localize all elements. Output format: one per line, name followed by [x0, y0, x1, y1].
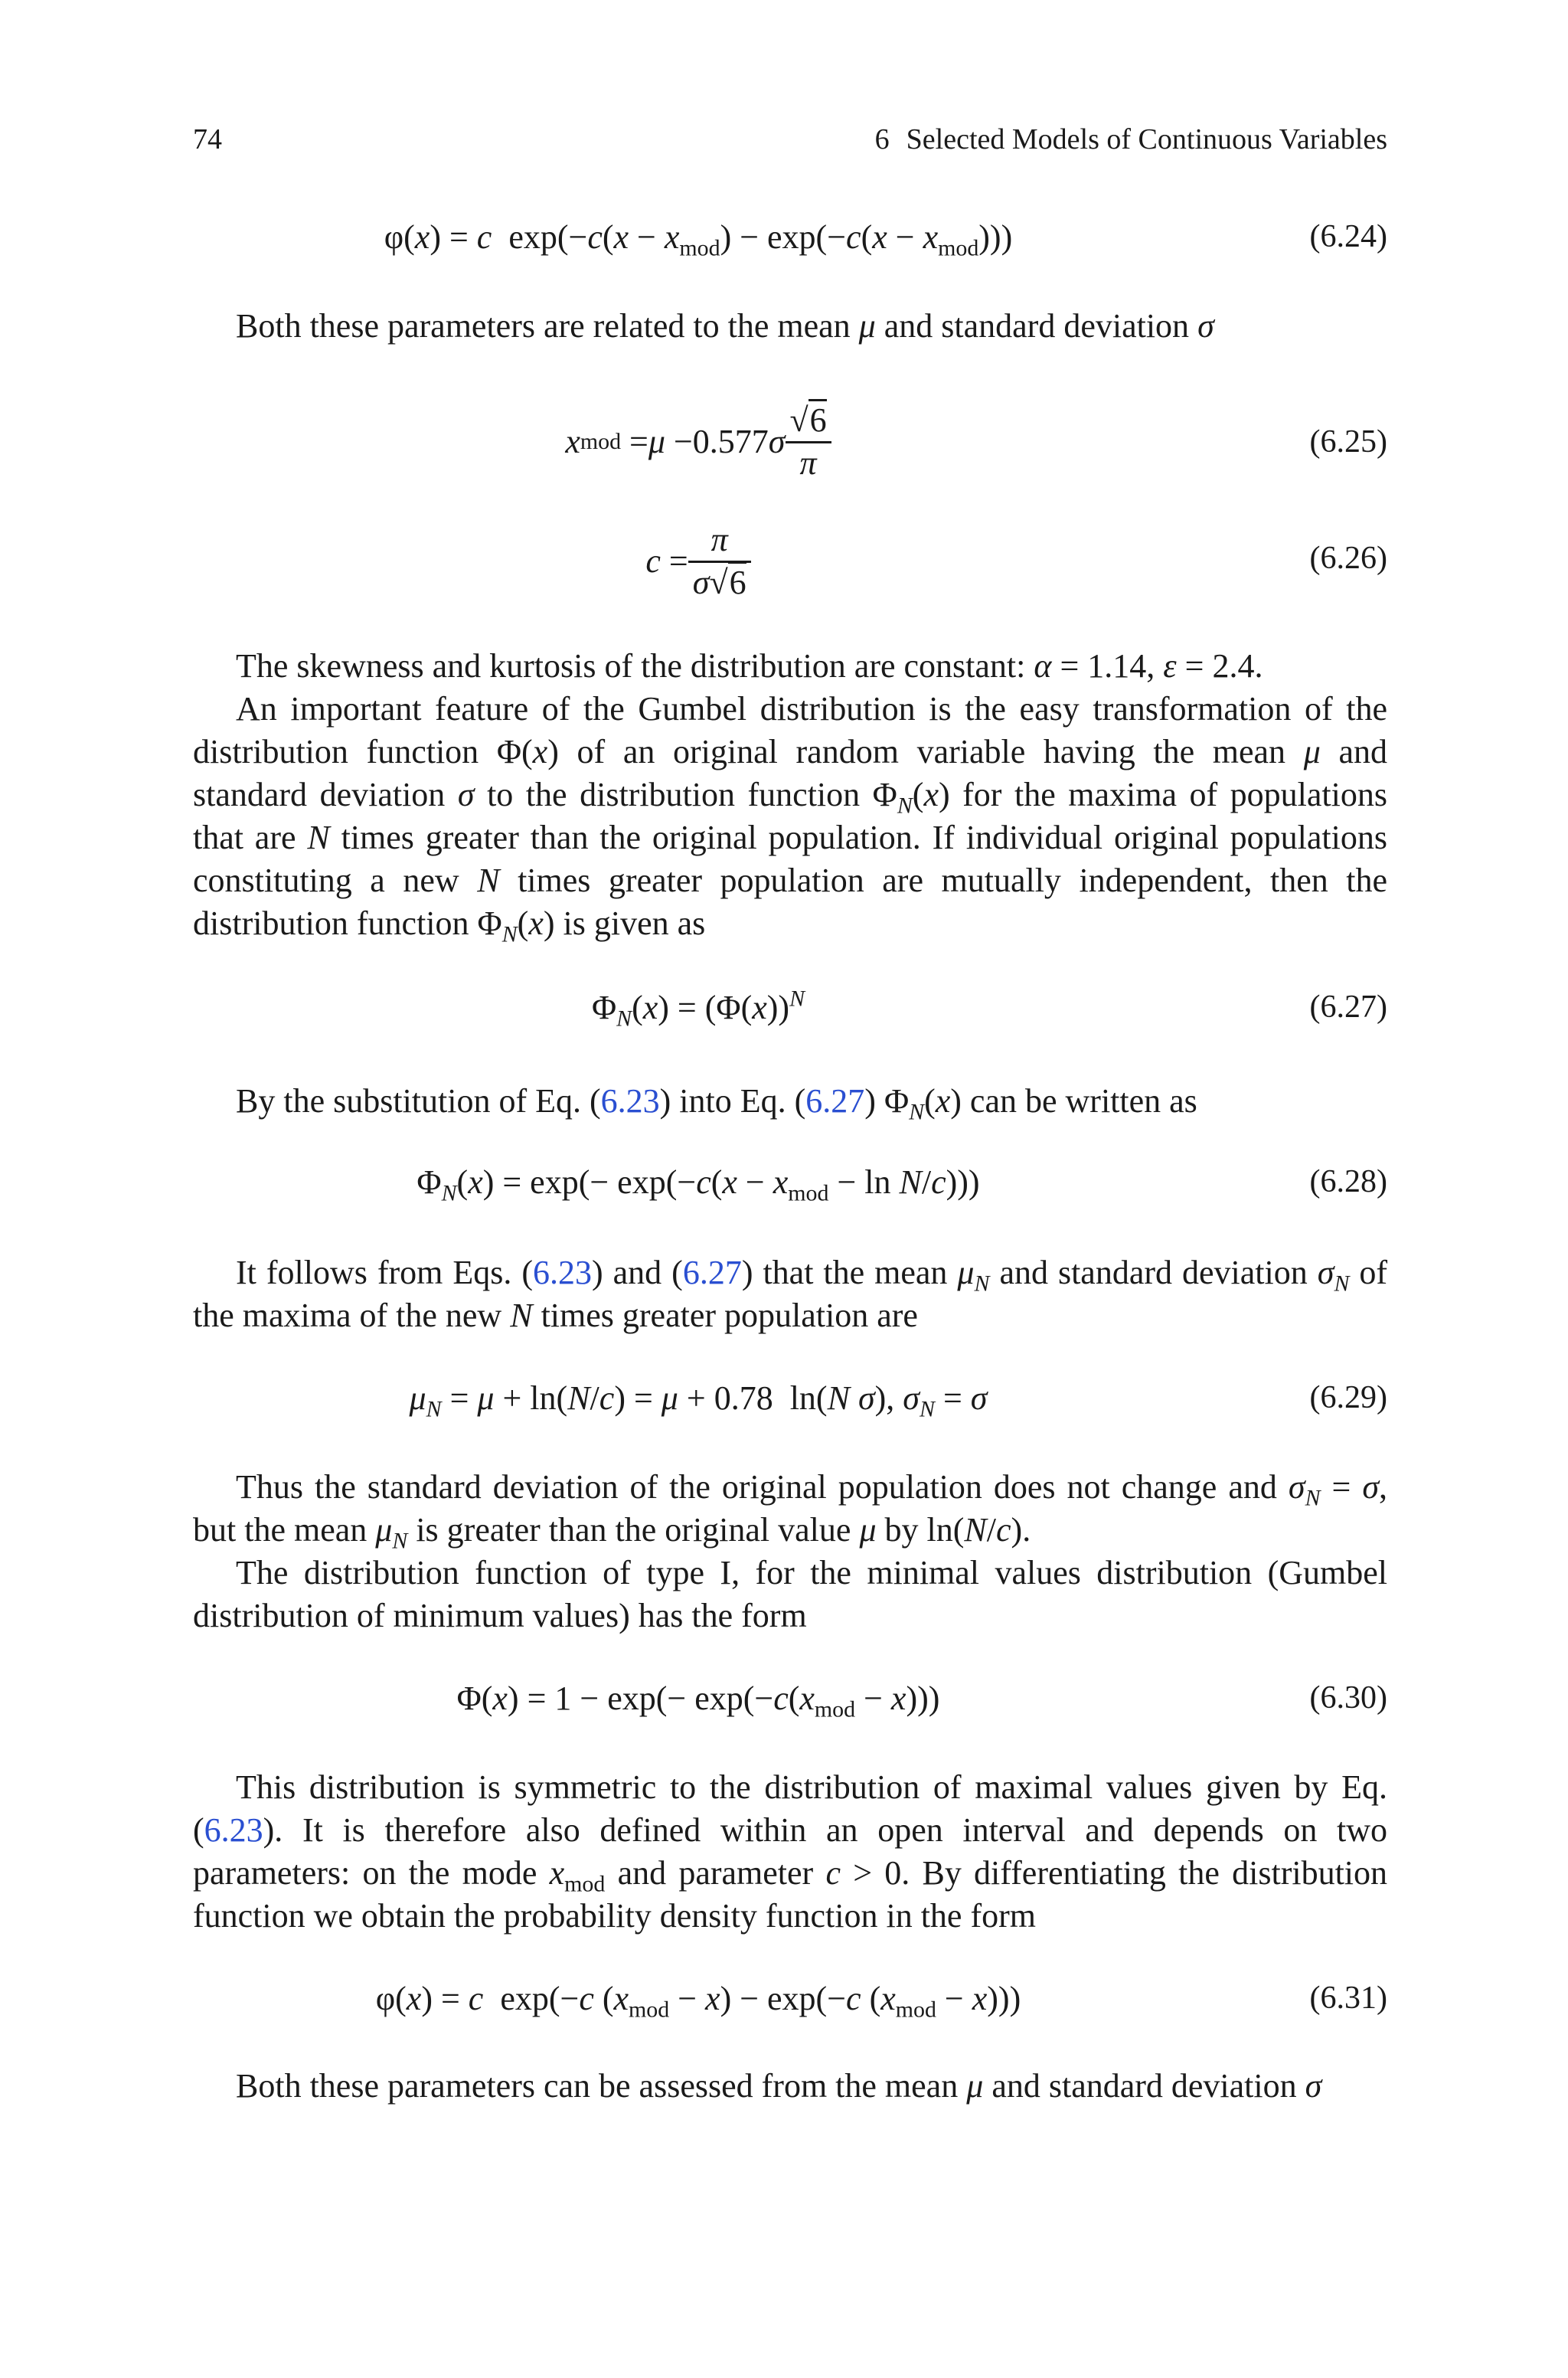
equation-6-25: [193, 392, 1387, 492]
equation-6-30: [193, 1679, 1387, 1725]
text-span: by ln(: [884, 1511, 965, 1549]
equation-coefficient: 0.78: [714, 1379, 773, 1417]
paragraph-2: The skewness and kurtosis of the distribution are constant: α = 1.14, ε = 2.4.: [236, 647, 1263, 685]
text-span: > 0. By differentiating the distribution function we obtain the probability density function in the form: [193, 1854, 1388, 1935]
equation-number: (6.24): [1309, 219, 1387, 254]
equation-6-26: [193, 512, 1387, 611]
text-span: An important feature of the Gumbel distribution is the easy transformation of the distribution function: [193, 690, 1387, 770]
text-span: The skewness and kurtosis of the distribution are constant:: [236, 647, 1026, 685]
text-span: ). It is therefore also defined within an open interval and depends on two parameters: on the mode: [193, 1811, 1387, 1892]
text-span: = 1.14,: [1060, 647, 1155, 685]
text-span: times greater than the original population. If individual original populations constituting a new: [193, 819, 1388, 899]
fraction: $\frac{\pi}{\sigma√6}$: [688, 520, 751, 603]
text-span: By the substitution of Eq. (: [236, 1082, 601, 1120]
equation-6-29: [193, 1379, 1387, 1425]
text-span: Both these parameters can be assessed from the mean: [236, 2067, 959, 2105]
paragraph-7: [193, 1552, 1387, 1637]
text-span: is given as: [563, 904, 706, 942]
equation-expression: $\mu_N = \mu + \ln(N/c) = \mu + 0.78$ ln(N σ), $\sigma_N = \sigma$: [409, 1379, 988, 1422]
paragraph-8: This distribution is symmetric to the distribution of maximal values given by Eq. (6.23). It is therefore also defined within an open interval and depends on two parameters: on the mode $x_{mod}$ and parameter c > 0. By differentiating the distribution function we obtain the probability density function in the form: [193, 1768, 1388, 1935]
paragraph-5: It follows from Eqs. (6.23) and (6.27) that the mean $\mu_N$ and standard deviation $\sigma_N$ of the maxima of the new N times greater population are: [193, 1254, 1388, 1334]
equation-6-24: [193, 218, 1387, 263]
text-span: and standard deviation: [991, 2067, 1297, 2105]
equation-expression: φ(x) = c exp(−c $(x_{mod} - x) - \exp(-c$ $(x_{mod} - x)$)): [375, 1980, 1021, 2023]
text-span: and standard deviation: [999, 1254, 1308, 1291]
text-span: Both these parameters are related to the mean: [236, 307, 851, 345]
equation-expression: x mod = μ − 0.577 σ $\frac{√6}{\pi}$: [193, 392, 1204, 492]
chapter-title: Selected Models of Continuous Variables: [906, 123, 1387, 155]
equation-coefficient: 0.577: [692, 422, 769, 460]
text-span: ) that the mean: [741, 1254, 948, 1291]
fraction: $\frac{√6}{\pi}$: [786, 401, 831, 484]
text-span: times greater population are mutually independent, then the distribution function: [193, 862, 1388, 942]
text-span: It follows from Eqs. (: [236, 1254, 533, 1291]
page-number: 74: [193, 123, 222, 155]
text-span: of the maxima of the new: [193, 1254, 1388, 1334]
equation-link[interactable]: 6.23: [204, 1811, 263, 1849]
equation-expression: $\Phi_N(x) = \exp(- \exp(-c(x - x_{mod} - \ln N/c)))$: [416, 1163, 980, 1206]
text-span: for the maxima of populations that are: [193, 776, 1388, 856]
text-span: and standard deviation: [193, 733, 1388, 813]
equation-number: (6.27): [1309, 989, 1387, 1025]
paragraph-6: Thus the standard deviation of the original population does not change and $\sigma_N = \sigma$, but the mean $\mu_N$ is greater than the original value μ by ln(N/c).: [193, 1468, 1388, 1554]
text-span: = 2.4.: [1184, 647, 1263, 685]
running-title: [875, 123, 1387, 156]
text-span: ) into Eq. (: [659, 1082, 806, 1120]
equation-link[interactable]: 6.23: [533, 1254, 592, 1291]
paragraph-4: By the substitution of Eq. (6.23) into Eq. (6.27) $\Phi_N(x)$ can be written as: [236, 1082, 1197, 1125]
text-span: and parameter: [617, 1854, 814, 1892]
text-span: ) and (: [592, 1254, 683, 1291]
equation-link[interactable]: 6.27: [682, 1254, 742, 1291]
text-span: Thus the standard deviation of the original population does not change and: [236, 1468, 1277, 1506]
equation-number: (6.29): [1309, 1380, 1387, 1415]
equation-number: (6.25): [1309, 424, 1387, 460]
equation-link[interactable]: 6.23: [600, 1082, 660, 1120]
equation-number: (6.30): [1309, 1680, 1387, 1716]
running-header: [193, 123, 1387, 168]
paragraph-3: An important feature of the Gumbel distribution is the easy transformation of the distribution function Φ(x) of an original random variable having the mean μ and standard deviation σ to the distribution function $\Phi_N(x)$ for the maxima of populations that are N times greater than the original population. If individual original populations constituting a new N times greater population are mutually independent, then the distribution function $\Phi_N(x)$ is given as: [193, 690, 1388, 947]
equation-number: (6.31): [1309, 1981, 1387, 2016]
text-span: , but the mean: [193, 1468, 1388, 1549]
chapter-number: 6: [874, 123, 890, 155]
text-span: of an original random variable having the mean: [577, 733, 1286, 770]
equation-expression: $\Phi(x) = 1 - \exp(- \exp(-c(x_{mod} - x)))$: [456, 1680, 940, 1722]
text-span: and standard deviation: [884, 307, 1190, 345]
equation-6-31: [193, 1979, 1387, 2025]
equation-expression: c = $\frac{\pi}{\sigma√6}$: [193, 512, 1204, 611]
text-span: can be written as: [969, 1082, 1197, 1120]
text-span: ).: [1011, 1511, 1031, 1549]
equation-expression: φ(x) = c $\exp(-c(x - x_{mod}) - \exp(-c(x - x_{mod})))$: [384, 218, 1013, 261]
text-span: times greater population are: [541, 1297, 918, 1334]
equation-6-28: [193, 1163, 1387, 1209]
paragraph-1: Both these parameters are related to the mean μ and standard deviation σ: [236, 307, 1214, 345]
equation-number: (6.26): [1309, 541, 1387, 576]
text-span: is greater than the original value: [416, 1511, 851, 1549]
text-span: to the distribution function: [487, 776, 861, 813]
text-span: ): [864, 1082, 876, 1120]
text-span: The distribution function of type I, for the minimal values distribution (Gumbel distribution of minimum values) has the form: [193, 1554, 1387, 1634]
equation-expression: $\Phi_N(x) = (\Phi(x))^N$: [591, 986, 805, 1032]
equation-6-27: [193, 988, 1387, 1042]
equation-number: (6.28): [1309, 1164, 1387, 1199]
text-span: This distribution is symmetric to the distribution of maximal values given by Eq. (: [193, 1768, 1387, 1849]
equation-link[interactable]: 6.27: [805, 1082, 865, 1120]
paragraph-9: Both these parameters can be assessed from the mean μ and standard deviation σ: [236, 2067, 1322, 2105]
